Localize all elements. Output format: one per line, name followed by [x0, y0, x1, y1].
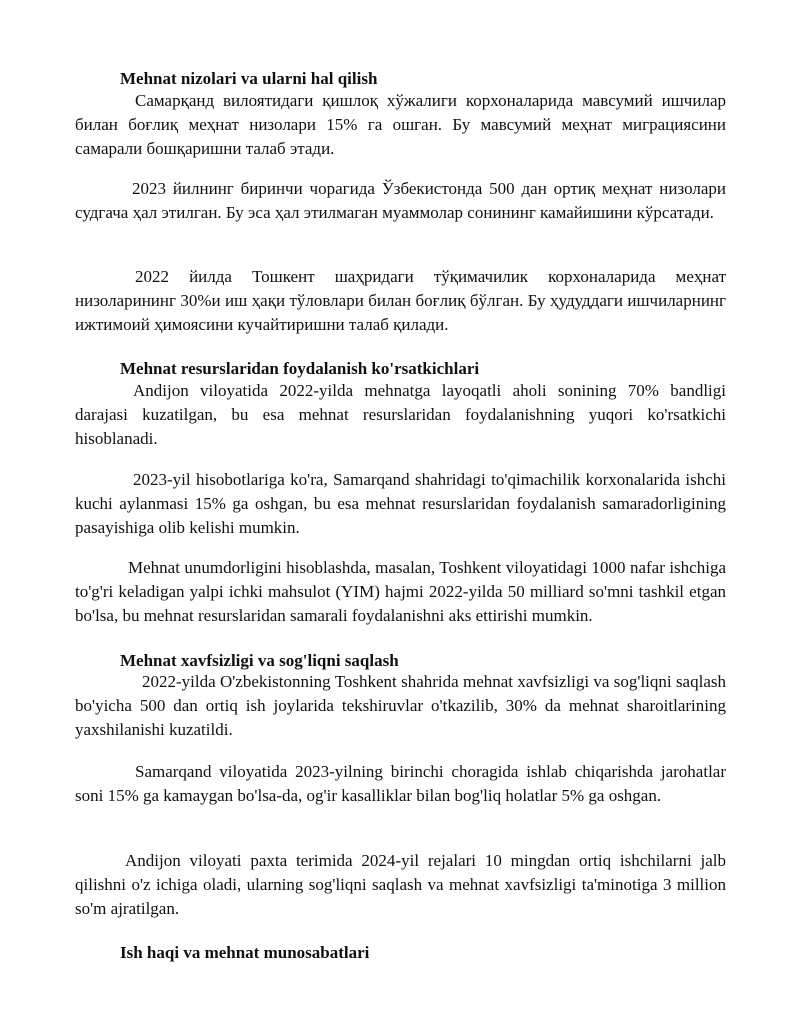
paragraph: 2023 йилнинг биринчи чорагида Ўзбекистонда 500 дан ортиқ меҳнат низолари судгача ҳал этилган. Бу эса ҳал этилмаган муаммолар сонининг камайишини кўрсатади.: [75, 179, 726, 222]
paragraph: Andijon viloyati paxta terimida 2024-yil rejalari 10 mingdan ortiq ishchilarni jalb qilishni o'z ichiga oladi, ularning sog'liqni saqlash va mehnat xavfsizligi ta'minotiga 3 million so'm ajratilgan.: [75, 851, 726, 918]
section-heading-labor-resources: Mehnat resurslaridan foydalanish ko'rsatkichlari: [120, 359, 480, 378]
paragraph: 2022-yilda O'zbekistonning Toshkent shahrida mehnat xavfsizligi va sog'liqni saqlash bo'yicha 500 dan ortiq ish joylarida tekshiruvlar o'tkazilib, 30% da mehnat sharoitlarining yaxshilanishi kuzatildi.: [75, 672, 726, 739]
paragraph: Самарқанд вилоятидаги қишлоқ хўжалиги корхоналарида мавсумий ишчилар билан боғлиқ меҳнат низолари 15% га ошган. Бу мавсумий меҳнат миграциясини самарали бошқаришни талаб этади.: [75, 91, 726, 158]
paragraph: Mehnat unumdorligini hisoblashda, masalan, Toshkent viloyatidagi 1000 nafar ishchiga to'g'ri keladigan yalpi ichki mahsulot (YIM) hajmi 2022-yilda 50 milliard so'mni tashkil etgan bo'lsa, bu mehnat resurslaridan samarali foydalanishni aks ettirishi mumkin.: [75, 558, 726, 625]
section-heading-safety-health: Mehnat xavfsizligi va sog'liqni saqlash: [120, 651, 399, 670]
section-heading-labor-disputes: Mehnat nizolari va ularni hal qilish: [120, 69, 378, 88]
paragraph: Samarqand viloyatida 2023-yilning birinchi choragida ishlab chiqarishda jarohatlar soni 15% ga kamaygan bo'lsa-da, og'ir kasalliklar bilan bog'liq holatlar 5% ga oshgan.: [75, 762, 726, 805]
paragraph: 2022 йилда Тошкент шаҳридаги тўқимачилик корхоналарида меҳнат низоларининг 30%и иш ҳақи тўловлари билан боғлиқ бўлган. Бу ҳудуддаги ишчиларнинг ижтимоий ҳимоясини кучайтиришни талаб қилади.: [75, 267, 726, 334]
paragraph: Andijon viloyatida 2022-yilda mehnatga layoqatli aholi sonining 70% bandligi darajasi kuzatilgan, bu esa mehnat resurslaridan foydalanishning yuqori ko'rsatkichi hisoblanadi.: [75, 381, 726, 448]
paragraph: 2023-yil hisobotlariga ko'ra, Samarqand shahridagi to'qimachilik korxonalarida ishchi kuchi aylanmasi 15% ga oshgan, bu esa mehnat resurslaridan foydalanish samaradorligining pasayishiga olib kelishi mumkin.: [75, 470, 726, 537]
section-heading-wages-relations: Ish haqi va mehnat munosabatlari: [120, 943, 370, 962]
